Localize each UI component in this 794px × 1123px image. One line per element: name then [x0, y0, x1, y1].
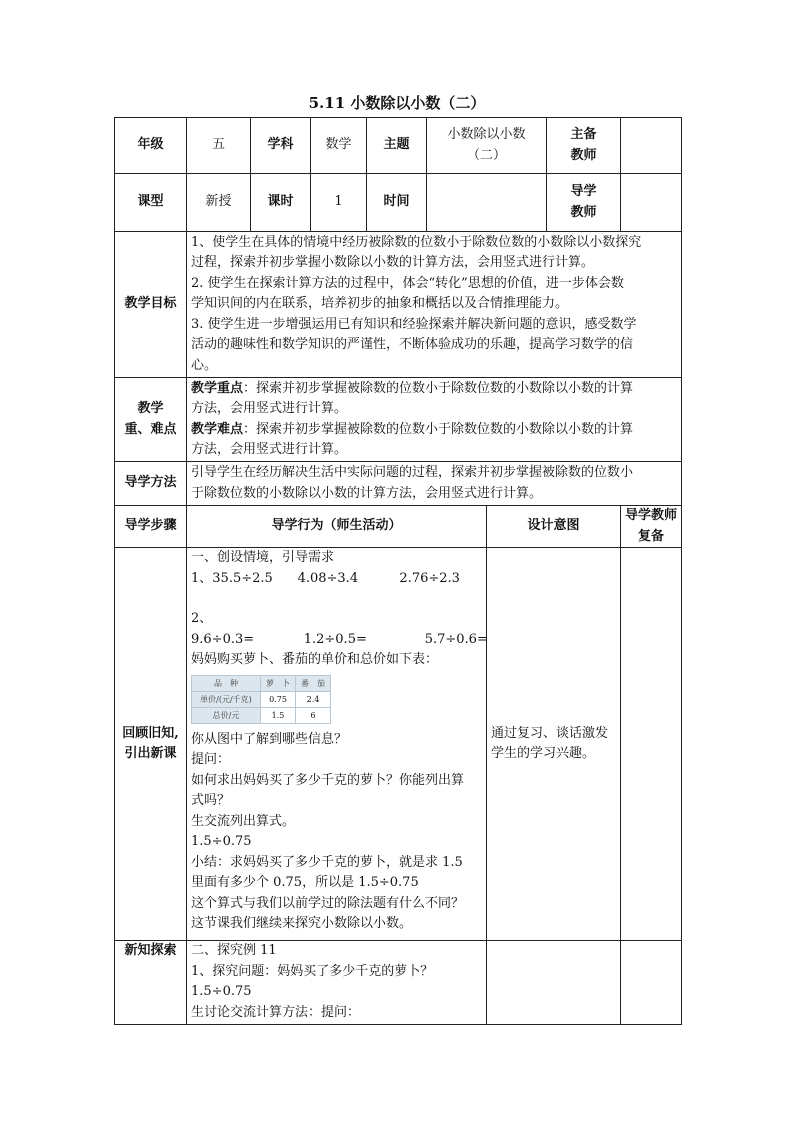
review-label-line-1: 回顾旧知,	[122, 725, 179, 741]
topic-label: 主题	[367, 118, 427, 174]
guide-label-line-1: 导学	[570, 184, 597, 199]
new-notes	[621, 941, 682, 1025]
continue-text: 这节课我们继续来探究小数除以小数。	[191, 916, 413, 931]
formula-text: 1.5÷0.75	[191, 834, 252, 849]
key-points-label	[115, 378, 187, 462]
key-points-content	[187, 378, 682, 462]
period-label: 课时	[251, 174, 311, 232]
method-line-2: 于除数位数的小数除以小数的计算方法，会用竖式进行计算。	[191, 485, 543, 501]
key-point-text: ：探索并初步掌握被除数的位数小于除数位数的小数除以小数的计算	[243, 380, 634, 396]
price-table-cell: 1.5	[261, 707, 296, 723]
grade-value: 五	[187, 118, 251, 174]
row-steps-header	[115, 506, 682, 548]
topic-line-2: （二）	[467, 147, 507, 163]
subject-label: 学科	[251, 118, 311, 174]
price-table	[191, 675, 331, 724]
goals-line: 1、使学生在具体的情境中经历被除数的位数小于除数位数的小数除以小数探究	[191, 234, 642, 250]
key-point-label: 教学重点	[191, 380, 244, 396]
difficulty-label: 教学难点	[191, 421, 244, 437]
summary-1: 小结：求妈妈买了多少千克的萝卜，就是求 1.5	[191, 854, 463, 870]
exercise-2-number: 2、	[191, 611, 213, 626]
prep-teacher-value	[621, 118, 682, 174]
row-type	[115, 174, 682, 232]
goals-line: 3. 使学生进一步增强运用已有知识和经验探索并解决新问题的意识，感受数学	[191, 316, 637, 332]
new-intent	[487, 941, 621, 1025]
price-table-cell: 总价/元	[192, 707, 261, 723]
price-table-header-cell: 萝 卜	[261, 675, 296, 691]
type-value: 新授	[187, 174, 251, 232]
row-goals	[115, 232, 682, 378]
goals-line: 心。	[191, 357, 218, 373]
price-table-header-cell: 番 茄	[296, 675, 331, 691]
price-table-cell: 6	[296, 707, 331, 723]
difficulty-line	[191, 420, 677, 441]
new-discuss: 生讨论交流计算方法：提问：	[191, 1004, 361, 1020]
row-key-points	[115, 378, 682, 462]
goals-line: 学知识间的内在联系，培养初步的抽象和概括以及合情推理能力。	[191, 296, 569, 312]
review-header-line-1: 导学教师	[625, 508, 678, 523]
guide-label-line-2: 教师	[570, 204, 597, 220]
row-method	[115, 462, 682, 506]
goals-line: 2. 使学生在探索计算方法的过程中，体会“转化”思想的价值，进一步体会数	[191, 275, 624, 291]
review-intent	[487, 548, 621, 941]
time-value	[427, 174, 547, 232]
period-value: 1	[311, 174, 367, 232]
row-review-section	[115, 548, 682, 941]
price-table-header	[192, 675, 331, 691]
price-table-header-cell: 品 种	[192, 675, 261, 691]
review-intent-text: 通过复习、谈话激发学生的学习兴趣。	[491, 725, 609, 761]
grade-label: 年级	[115, 118, 187, 174]
guide-teacher-label	[547, 174, 621, 232]
share-text: 生交流列出算式。	[191, 813, 296, 829]
new-heading: 二、探究例 11	[191, 943, 277, 958]
key-point-line	[191, 379, 677, 400]
key-points-label-line-2: 重、难点	[124, 421, 177, 437]
time-label: 时间	[367, 174, 427, 232]
intent-header: 设计意图	[487, 506, 621, 548]
price-table-row	[192, 707, 331, 723]
question-how-1: 如何求出妈妈买了多少千克的萝卜？你能列出算	[191, 772, 465, 788]
review-notes	[621, 548, 682, 941]
method-label: 导学方法	[115, 462, 187, 506]
row-grade	[115, 118, 682, 174]
review-heading: 一、创设情境，引导需求	[191, 550, 335, 565]
method-content	[187, 462, 682, 506]
price-table-cell: 2.4	[296, 691, 331, 707]
topic-value	[427, 118, 547, 174]
goals-label: 教学目标	[115, 232, 187, 378]
difference-question: 这个算式与我们以前学过的除法题有什么不同？	[191, 895, 465, 911]
new-formula: 1.5÷0.75	[191, 984, 252, 999]
prep-label-line-2: 教师	[570, 147, 597, 163]
exercise-2: 9.6÷0.3= 1.2÷0.5= 5.7÷0.6=	[191, 631, 488, 647]
exercise-1: 1、35.5÷2.5 4.08÷3.4 2.76÷2.3	[191, 570, 460, 586]
new-question-1: 1、探究问题：妈妈买了多少千克的萝卜？	[191, 963, 434, 979]
prep-label-line-1: 主备	[570, 127, 597, 142]
topic-line-1: 小数除以小数	[447, 127, 526, 142]
goals-line: 活动的趣味性和数学知识的严谨性，不断体验成功的乐趣，提高学习数学的信	[191, 337, 634, 353]
new-section-content	[187, 941, 487, 1025]
method-line-1: 引导学生在经历解决生活中实际问题的过程，探索并初步掌握被除数的位数小	[191, 465, 634, 480]
summary-2: 里面有多少个 0.75，所以是 1.5÷0.75	[191, 875, 419, 890]
price-table-cell: 0.75	[261, 691, 296, 707]
key-points-label-line-1: 教学	[137, 401, 164, 416]
guide-teacher-value	[621, 174, 682, 232]
review-label-line-2: 引出新课	[124, 746, 177, 761]
type-label: 课型	[115, 174, 187, 232]
prep-teacher-label	[547, 118, 621, 174]
lesson-plan-table	[114, 117, 682, 1025]
page-title: 5.11 小数除以小数（二）	[308, 94, 486, 112]
key-point-line-2: 方法，会用竖式进行计算。	[191, 401, 348, 416]
goals-line: 过程，探索并初步掌握小数除以小数的计算方法，会用竖式进行计算。	[191, 255, 595, 271]
row-new-section	[115, 941, 682, 1025]
difficulty-text: ：探索并初步掌握被除数的位数小于除数位数的小数除以小数的计算	[243, 421, 634, 437]
price-table-cell: 单价/(元/千克)	[192, 691, 261, 707]
review-section-content	[187, 548, 487, 941]
price-table-row	[192, 691, 331, 707]
mom-purchase-text: 妈妈购买萝卜、番茄的单价和总价如下表：	[191, 652, 439, 667]
question-how-2: 式吗？	[191, 793, 231, 808]
review-header	[621, 506, 682, 548]
behavior-header: 导学行为（师生活动）	[187, 506, 487, 548]
ask-label: 提问：	[191, 752, 231, 767]
subject-value: 数学	[311, 118, 367, 174]
steps-header: 导学步骤	[115, 506, 187, 548]
new-section-label: 新知探索	[115, 941, 187, 1025]
goals-content	[187, 232, 682, 378]
question-info: 你从图中了解到哪些信息？	[191, 731, 348, 747]
difficulty-line-2: 方法，会用竖式进行计算。	[191, 442, 348, 457]
review-header-line-2: 复备	[638, 528, 665, 544]
review-section-label	[115, 548, 187, 941]
